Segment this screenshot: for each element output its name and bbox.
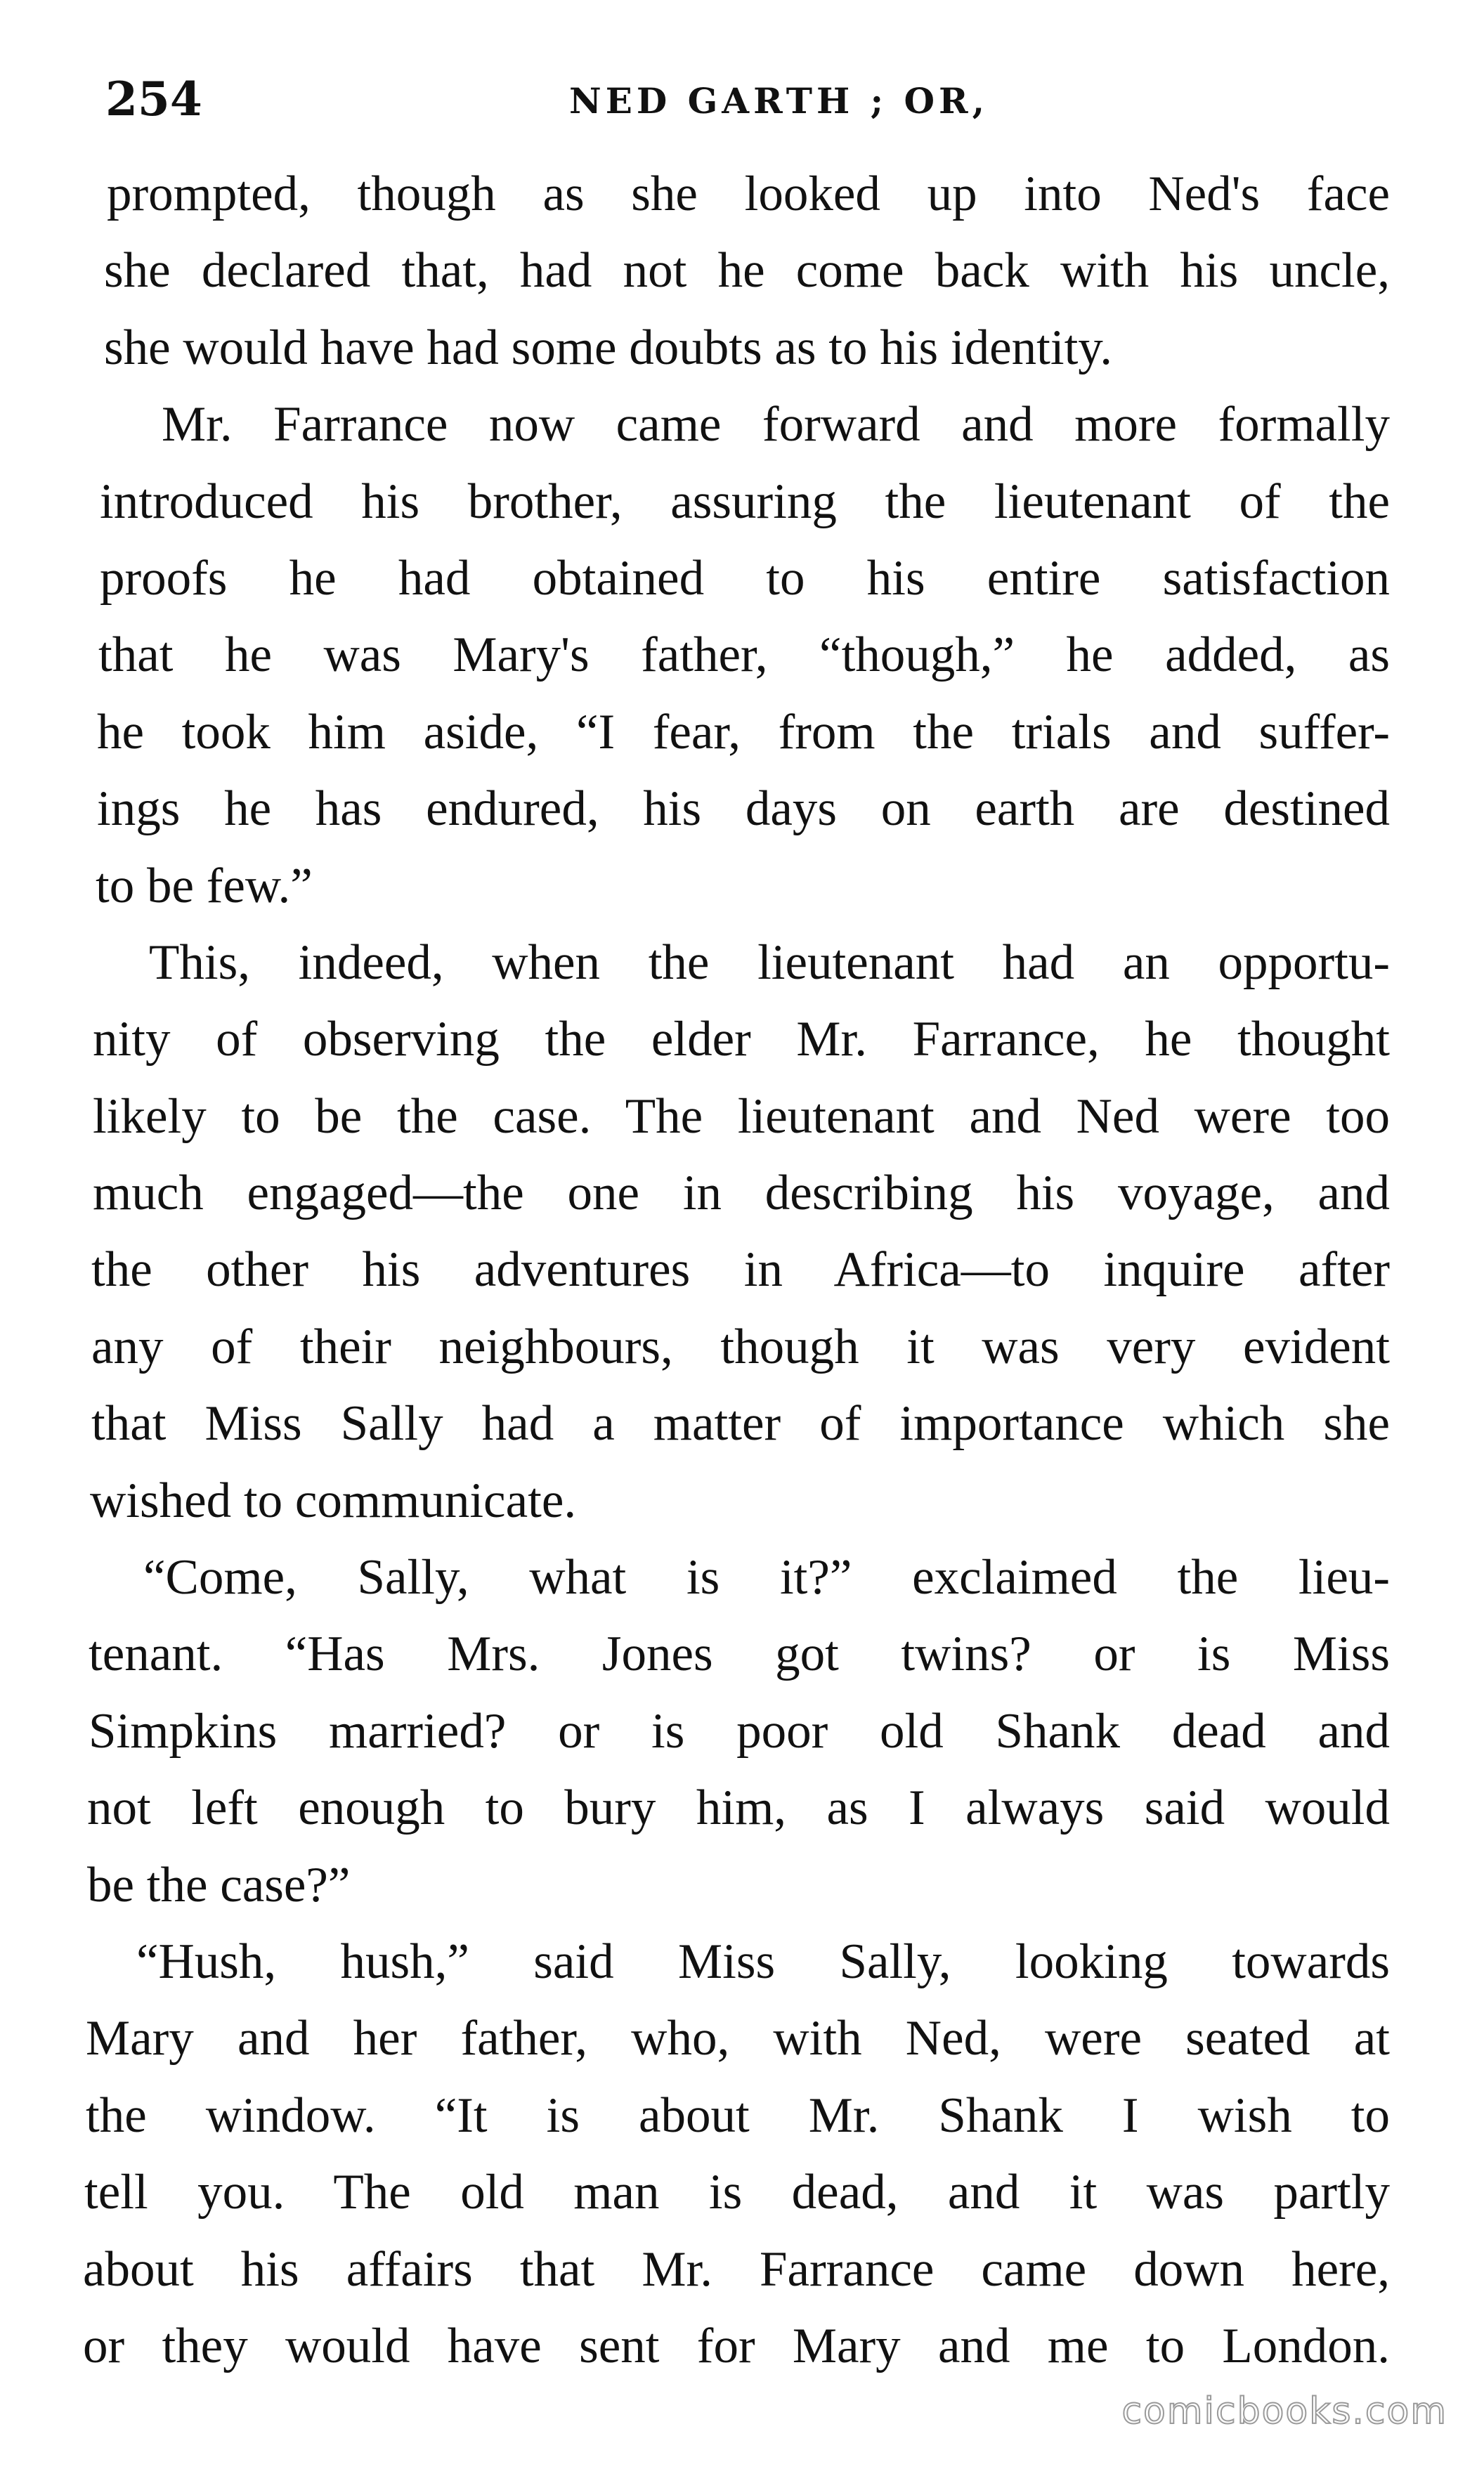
text-line: prompted, though as she looked up into Ned's face [107, 167, 1390, 221]
text-line: much engaged—the one in describing his voyage, and [93, 1166, 1390, 1221]
text-line: or they would have sent for Mary and me to London. [83, 2318, 1390, 2373]
text-line: Mr. Farrance now came forward and more formally [162, 397, 1390, 452]
text-line: he took him aside, “I fear, from the trials and suffer- [97, 704, 1390, 760]
text-line: tenant. “Has Mrs. Jones got twins? or is Miss [89, 1627, 1390, 1682]
text-line: to be few.” [96, 858, 313, 913]
text-line: This, indeed, when the lieutenant had an opportu- [149, 934, 1390, 990]
text-line: “Come, Sally, what is it?” exclaimed the lieu- [143, 1550, 1390, 1605]
text-line: she would have had some doubts as to his identity. [104, 320, 1112, 375]
text-line: proofs he had obtained to his entire satisfaction [100, 550, 1390, 606]
page-header [105, 67, 1440, 131]
text-line: introduced his brother, assuring the lieutenant of the [100, 474, 1390, 529]
text-line: ings he has endured, his days on earth are destined [97, 781, 1390, 837]
watermark: comicbooks.com [1121, 2390, 1447, 2432]
text-line: that he was Mary's father, “though,” he added, as [98, 627, 1390, 683]
text-line: Simpkins married? or is poor old Shank dead and [89, 1703, 1390, 1759]
body-text [83, 156, 1418, 2385]
text-line: she declared that, had not he come back with his uncle, [104, 243, 1390, 299]
text-line: that Miss Sally had a matter of importance which she [91, 1396, 1390, 1452]
text-line: likely to be the case. The lieutenant and Ned were too [93, 1088, 1390, 1144]
text-line: wished to communicate. [90, 1473, 577, 1528]
text-line: nity of observing the elder Mr. Farrance, he thought [93, 1012, 1390, 1067]
page-number: 254 [105, 72, 202, 126]
text-line: “Hush, hush,” said Miss Sally, looking towards [136, 1934, 1390, 1989]
text-line: any of their neighbours, though it was very evident [91, 1319, 1390, 1374]
text-line: not left enough to bury him, as I always said would [87, 1780, 1390, 1836]
text-line: the window. “It is about Mr. Shank I wish to [86, 2087, 1390, 2143]
text-line: Mary and her father, who, with Ned, were seated at [86, 2011, 1390, 2066]
text-line: be the case?” [87, 1857, 351, 1913]
text-line: the other his adventures in Africa—to inquire after [91, 1242, 1390, 1298]
text-line: tell you. The old man is dead, and it was partly [84, 2165, 1390, 2220]
text-line: about his affairs that Mr. Farrance came down here, [83, 2241, 1390, 2297]
running-head: NED GARTH ; OR, [569, 80, 989, 122]
